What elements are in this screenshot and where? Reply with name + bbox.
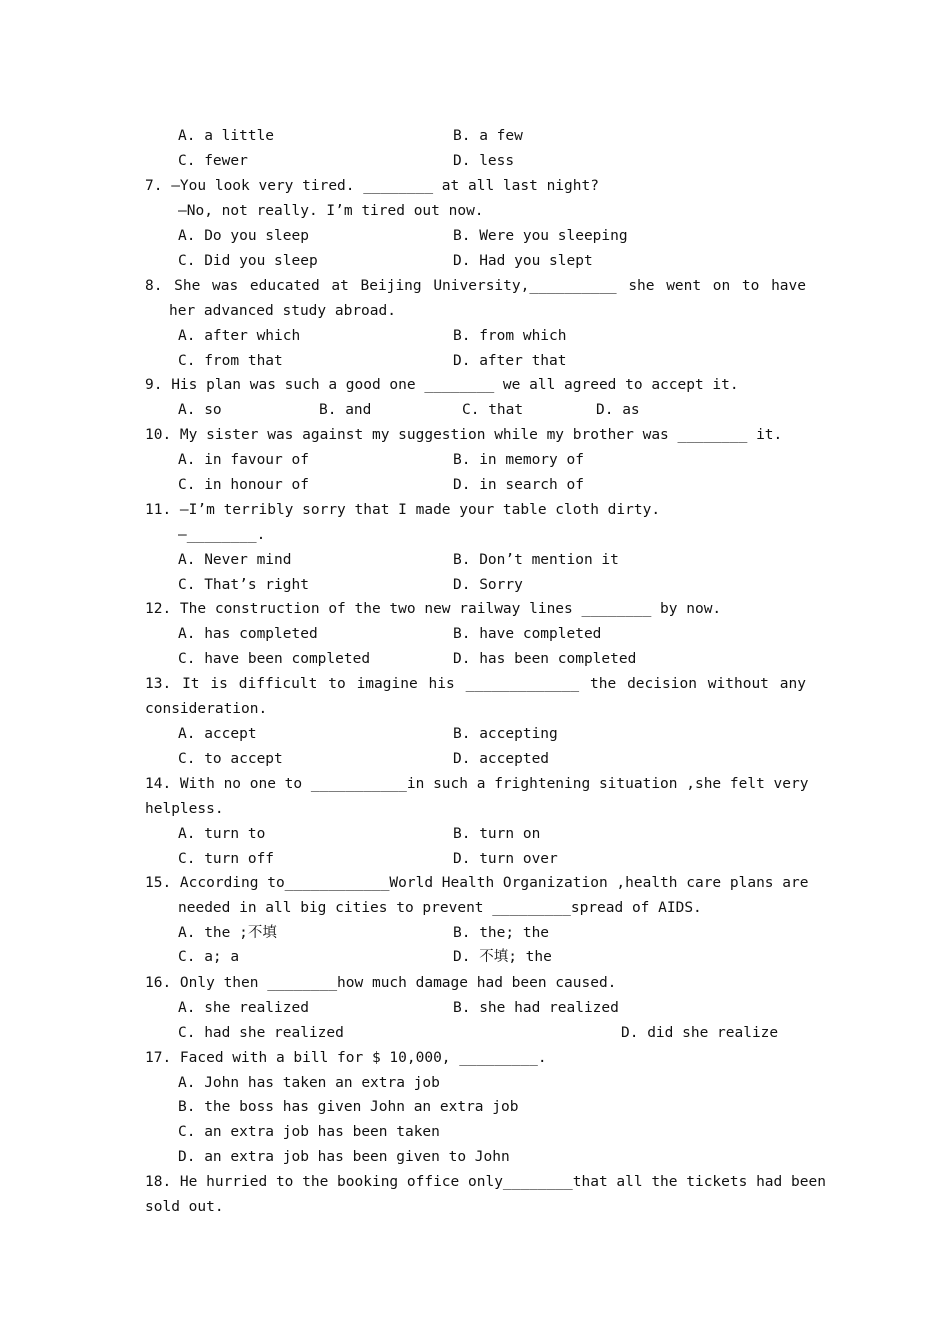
option-item: A. turn to — [178, 826, 266, 842]
option-item: D. after that — [453, 353, 567, 369]
option-item: D. did she realize — [621, 1025, 779, 1041]
option-item: B. and — [319, 402, 372, 418]
option-item: D. Sorry — [453, 577, 523, 593]
option-item: A. after which — [178, 328, 301, 344]
option-item: C. Did you sleep — [178, 253, 318, 269]
option-item: D. in search of — [453, 477, 584, 493]
option-item: D. accepted — [453, 751, 550, 767]
option-item: B. in memory of — [453, 452, 584, 468]
question-line: 10. My sister was against my suggestion while my brother was ________ it. — [145, 427, 783, 443]
option-item: A. Never mind — [178, 552, 292, 568]
option-item: C. had she realized — [178, 1025, 344, 1041]
question-line: sold out. — [145, 1199, 224, 1215]
option-item: D. less — [453, 153, 515, 169]
question-line: helpless. — [145, 801, 224, 817]
option-item: C. that — [462, 402, 524, 418]
option-item: B. turn on — [453, 826, 541, 842]
option-item: B. she had realized — [453, 1000, 619, 1016]
option-item: D. turn over — [453, 851, 558, 867]
option-item: D. Had you slept — [453, 253, 593, 269]
question-line: 9. His plan was such a good one ________ we all agreed to accept it. — [145, 377, 739, 393]
option-item: D. has been completed — [453, 651, 637, 667]
option-item: C. in honour of — [178, 477, 309, 493]
option-item: C. from that — [178, 353, 283, 369]
question-line: 12. The construction of the two new railway lines ________ by now. — [145, 601, 722, 617]
question-line: 14. With no one to ___________in such a frightening situation ,she felt very — [145, 776, 809, 792]
option-item: C. to accept — [178, 751, 283, 767]
option-item: A. the ;不填 — [178, 925, 277, 941]
question-line: her advanced study abroad. — [169, 303, 396, 319]
question-line: 15. According to____________World Health Organization ,health care plans are — [145, 875, 809, 891]
question-line: —No, not really. I’m tired out now. — [178, 203, 484, 219]
question-line: —________. — [178, 527, 266, 543]
option-item: B. the; the — [453, 925, 550, 941]
question-line: 7. —You look very tired. ________ at all last night? — [145, 178, 599, 194]
question-line: A. John has taken an extra job — [178, 1075, 440, 1091]
question-line: 17. Faced with a bill for $ 10,000, _________. — [145, 1050, 547, 1066]
option-item: C. fewer — [178, 153, 248, 169]
option-item: D. as — [596, 402, 640, 418]
question-line: consideration. — [145, 701, 268, 717]
option-item: A. accept — [178, 726, 257, 742]
option-item: D. 不填; the — [453, 949, 552, 965]
option-item: A. she realized — [178, 1000, 309, 1016]
option-item: C. a; a — [178, 949, 240, 965]
option-item: B. from which — [453, 328, 567, 344]
question-line: needed in all big cities to prevent _________spread of AIDS. — [178, 900, 702, 916]
question-line: B. the boss has given John an extra job — [178, 1099, 519, 1115]
option-item: A. so — [178, 402, 222, 418]
question-line: 16. Only then ________how much damage had been caused. — [145, 975, 617, 991]
option-item: B. Were you sleeping — [453, 228, 628, 244]
question-line: C. an extra job has been taken — [178, 1124, 440, 1140]
option-item: C. turn off — [178, 851, 275, 867]
question-line: 13. It is difficult to imagine his _____________ the decision without any — [145, 676, 806, 692]
question-line: 8. She was educated at Beijing University,__________ she went on to have — [145, 278, 806, 294]
option-item: C. That’s right — [178, 577, 309, 593]
option-item: B. a few — [453, 128, 523, 144]
option-item: B. have completed — [453, 626, 602, 642]
option-item: B. Don’t mention it — [453, 552, 619, 568]
option-item: C. have been completed — [178, 651, 371, 667]
question-line: 11. —I’m terribly sorry that I made your table cloth dirty. — [145, 502, 661, 518]
option-item: A. a little — [178, 128, 275, 144]
option-item: A. Do you sleep — [178, 228, 309, 244]
question-line: D. an extra job has been given to John — [178, 1149, 510, 1165]
question-line: 18. He hurried to the booking office only________that all the tickets had been — [145, 1174, 826, 1190]
option-item: B. accepting — [453, 726, 558, 742]
option-item: A. in favour of — [178, 452, 309, 468]
option-item: A. has completed — [178, 626, 318, 642]
